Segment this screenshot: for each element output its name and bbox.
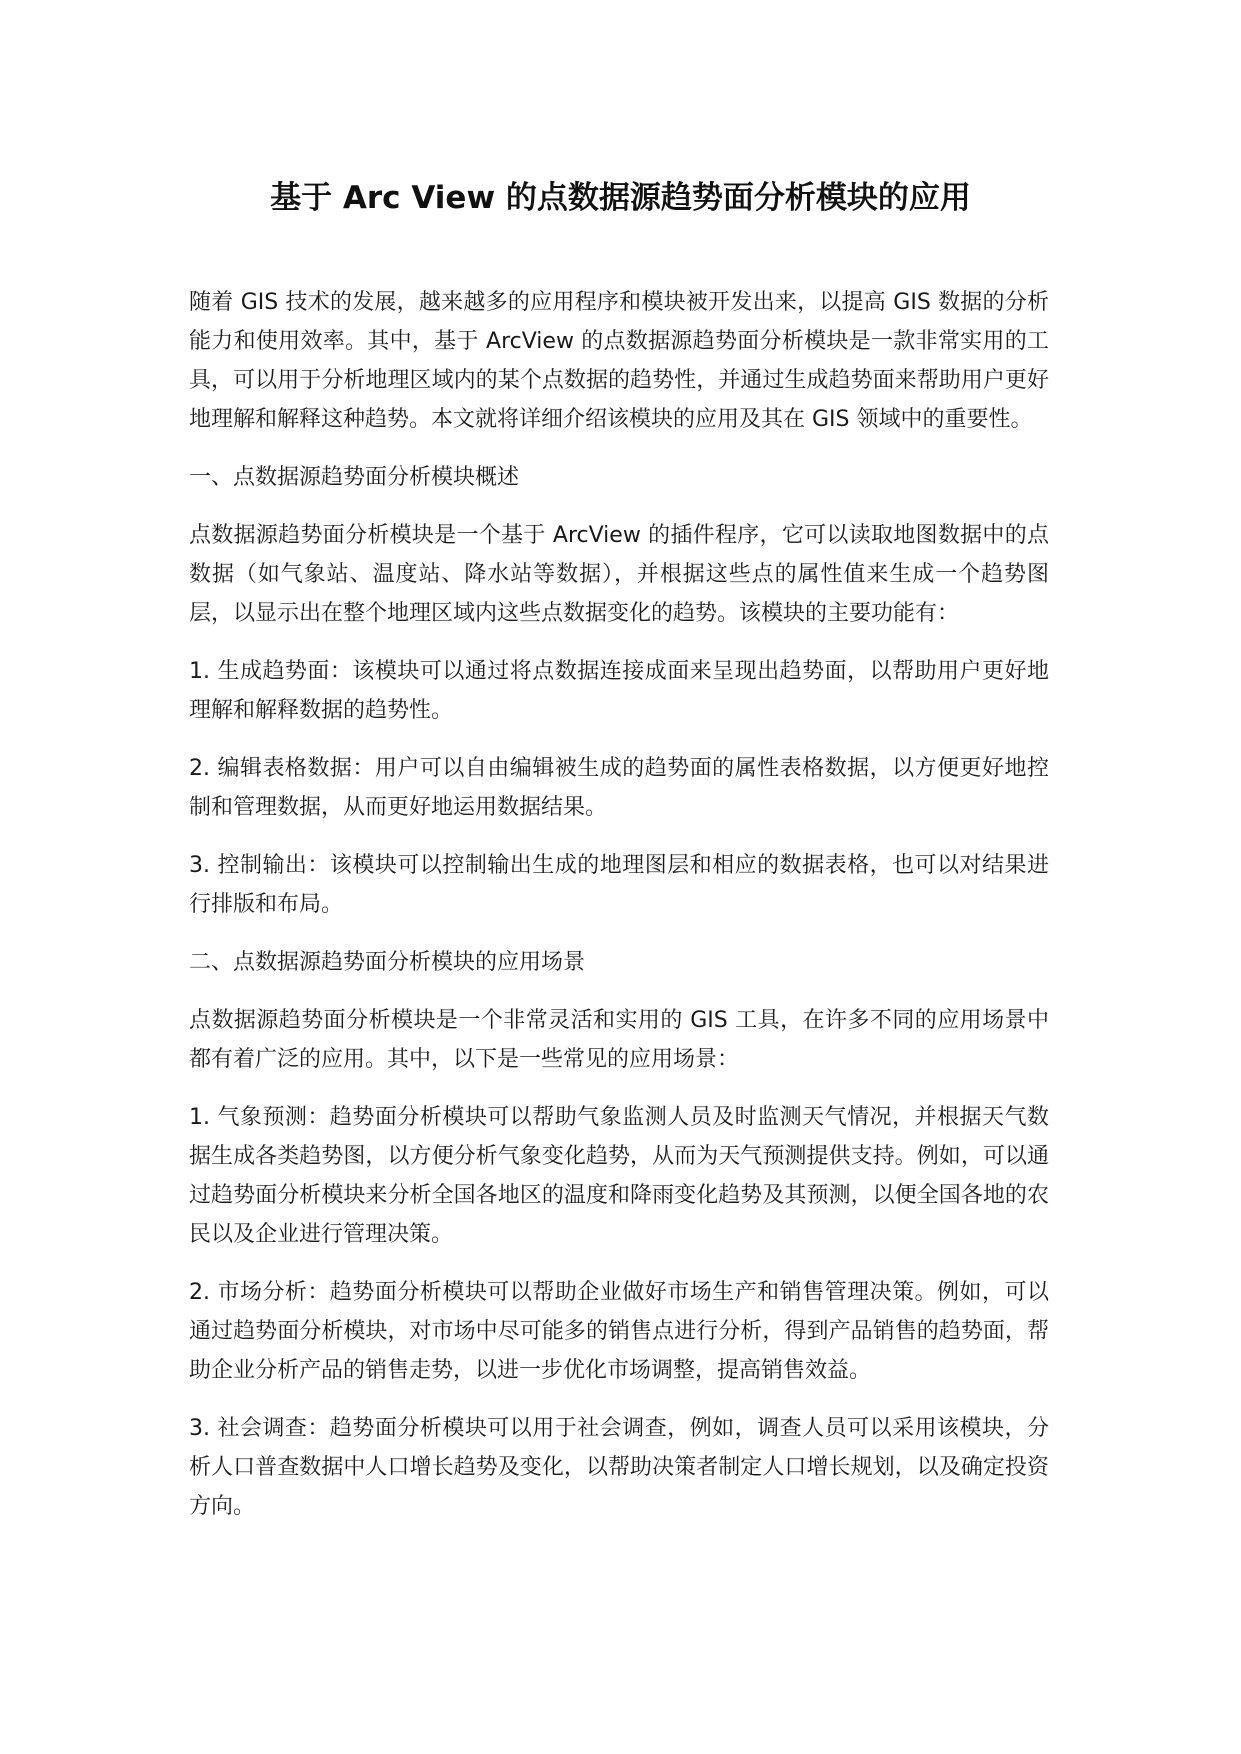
section-heading-2: 二、点数据源趋势面分析模块的应用场景 [189,950,586,975]
feature-item-2: 2. 编辑表格数据：用户可以自由编辑被生成的趋势面的属性表格数据，以方便更好地控制和管理数据，从而更好地运用数据结果。 [189,756,1049,820]
scenario-item-3: 3. 社会调查：趋势面分析模块可以用于社会调查，例如，调查人员可以采用该模块，分析人口普查数据中人口增长趋势及变化，以帮助决策者制定人口增长规划，以及确定投资方向。 [189,1416,1049,1519]
intro-paragraph: 随着 GIS 技术的发展，越来越多的应用程序和模块被开发出来，以提高 GIS 数据的分析能力和使用效率。其中，基于 ArcView 的点数据源趋势面分析模块是一款非常实用的工具，可以用于分析地理区域内的某个点数据的趋势性，并通过生成趋势面来帮助用户更好地理解和解释这种趋势。本文就将详细介绍该模块的应用及其在 GIS 领域中的重要性。 [189,290,1049,432]
document-body [189,283,1049,1545]
scenario-item-1: 1. 气象预测：趋势面分析模块可以帮助气象监测人员及时监测天气情况，并根据天气数据生成各类趋势图，以方便分析气象变化趋势，从而为天气预测提供支持。例如，可以通过趋势面分析模块来分析全国各地区的温度和降雨变化趋势及其预测，以便全国各地的农民以及企业进行管理决策。 [189,1105,1049,1247]
section-heading-1: 一、点数据源趋势面分析模块概述 [189,465,520,490]
scenario-item-2: 2. 市场分析：趋势面分析模块可以帮助企业做好市场生产和销售管理决策。例如，可以通过趋势面分析模块，对市场中尽可能多的销售点进行分析，得到产品销售的趋势面，帮助企业分析产品的销售走势，以进一步优化市场调整，提高销售效益。 [189,1280,1049,1383]
document-title: 基于 Arc View 的点数据源趋势面分析模块的应用 [270,180,971,216]
section-2-paragraph: 点数据源趋势面分析模块是一个非常灵活和实用的 GIS 工具，在许多不同的应用场景中都有着广泛的应用。其中，以下是一些常见的应用场景： [189,1008,1049,1072]
feature-item-3: 3. 控制输出：该模块可以控制输出生成的地理图层和相应的数据表格，也可以对结果进行排版和布局。 [189,853,1049,917]
feature-item-1: 1. 生成趋势面：该模块可以通过将点数据连接成面来呈现出趋势面，以帮助用户更好地理解和解释数据的趋势性。 [189,659,1049,723]
section-1-paragraph: 点数据源趋势面分析模块是一个基于 ArcView 的插件程序，它可以读取地图数据中的点数据（如气象站、温度站、降水站等数据），并根据这些点的属性值来生成一个趋势图层，以显示出在整个地理区域内这些点数据变化的趋势。该模块的主要功能有： [189,523,1049,626]
